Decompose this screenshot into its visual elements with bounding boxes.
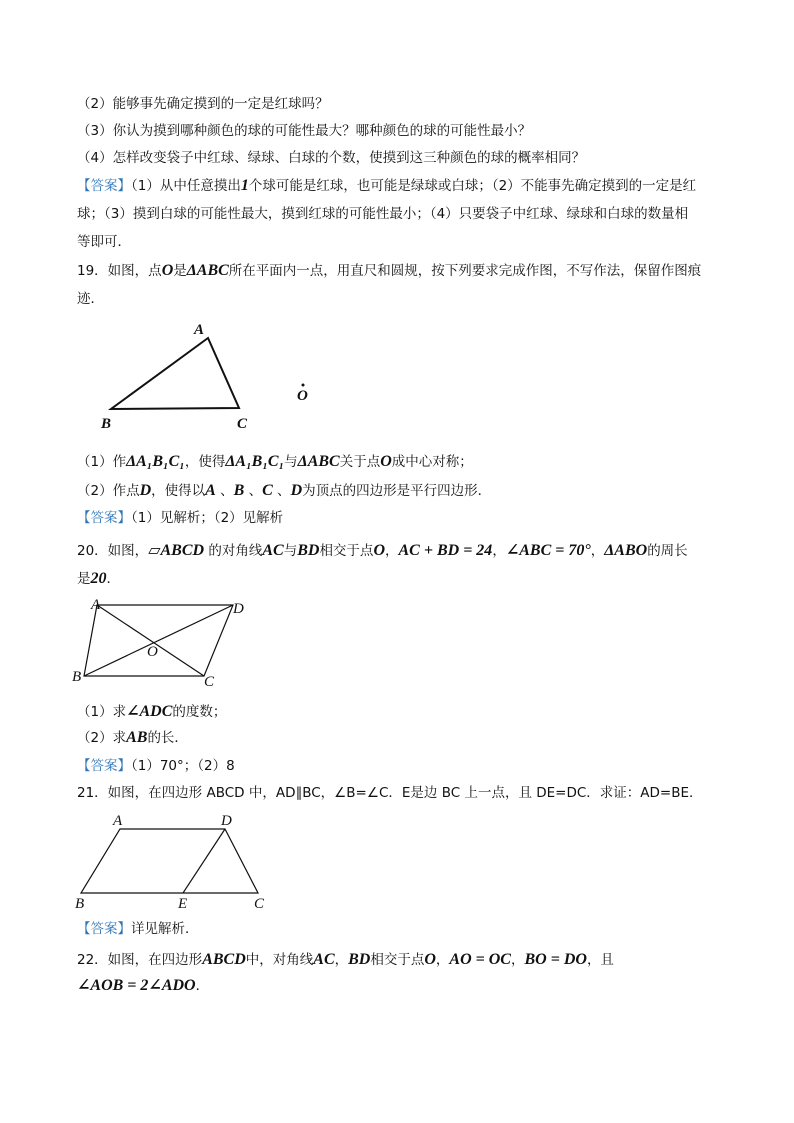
math-expression: AO = OC bbox=[449, 951, 511, 968]
math-expression: ΔABC bbox=[186, 262, 229, 279]
answer-label: 【答案】 bbox=[77, 758, 131, 774]
text-segment: ， bbox=[435, 952, 450, 968]
math-expression: BD bbox=[348, 951, 371, 968]
text-segment: 个球可能是红球，也可能是绿球或白球；（2）不能事先确定摸到的一定是红 bbox=[248, 178, 697, 194]
math-expression: D bbox=[139, 482, 152, 499]
point-o bbox=[302, 384, 305, 387]
math-expression: ΔA₁B₁C₁ bbox=[225, 453, 285, 470]
text-segment: ， bbox=[590, 543, 605, 559]
math-expression: ΔABC bbox=[297, 453, 340, 470]
math-expression: AC + BD = 24 bbox=[398, 542, 493, 559]
label-d: D bbox=[233, 601, 244, 617]
figure-20-parallelogram bbox=[72, 597, 244, 690]
text-segment: （3）你认为摸到哪种颜色的球的可能性最大？哪种颜色的球的可能性最小？ bbox=[77, 123, 532, 139]
label-a: A bbox=[91, 597, 101, 613]
math-expression: AB bbox=[126, 729, 148, 746]
math-expression: A bbox=[205, 482, 216, 499]
label-b: B bbox=[101, 416, 112, 432]
text-segment: ． bbox=[195, 978, 210, 994]
diagonal-bd bbox=[84, 605, 233, 676]
text-segment: 关于点 bbox=[339, 454, 381, 470]
text-segment: （1）见解析；（2）见解析 bbox=[131, 510, 284, 526]
math-expression: D bbox=[290, 482, 303, 499]
label-b: B bbox=[75, 896, 85, 912]
diagonal-ac bbox=[97, 605, 204, 676]
text-segment: ，且 bbox=[586, 952, 614, 968]
math-expression: O bbox=[373, 542, 385, 559]
math-expression: ▱ABCD bbox=[148, 542, 205, 559]
text-segment: 的对角线 bbox=[204, 543, 263, 559]
triangle-abc bbox=[111, 338, 239, 409]
text-segment: 20．如图， bbox=[77, 543, 149, 559]
text-segment: ，使得 bbox=[184, 454, 226, 470]
label-o: O bbox=[147, 644, 158, 660]
text-segment: 与 bbox=[284, 454, 298, 470]
text-segment: 、 bbox=[215, 483, 234, 499]
text-segment: 22．如图，在四边形 bbox=[77, 952, 203, 968]
text-segment: 迹． bbox=[77, 291, 104, 307]
math-expression: AC bbox=[262, 542, 284, 559]
text-segment: 中，对角线 bbox=[245, 952, 314, 968]
text-segment: 是 bbox=[173, 263, 187, 279]
text-segment: 与 bbox=[283, 543, 298, 559]
text-segment: 的度数； bbox=[172, 704, 227, 720]
text-segment: （2）作点 bbox=[77, 483, 140, 499]
text-segment: 19．如图，点 bbox=[77, 263, 162, 279]
math-expression: ∠AOB = 2∠ADO bbox=[77, 977, 196, 994]
answer-label: 【答案】 bbox=[77, 921, 131, 937]
math-expression: O bbox=[161, 262, 174, 279]
math-expression: O bbox=[424, 951, 436, 968]
math-expression: 20 bbox=[90, 570, 107, 587]
text-segment: 成中心对称； bbox=[391, 454, 473, 470]
text-segment: ． bbox=[106, 571, 120, 587]
text-segment: （4）怎样改变袋子中红球、绿球、白球的个数，使摸到这三种颜色的球的概率相同？ bbox=[77, 150, 586, 166]
text-segment: 等即可． bbox=[77, 234, 131, 250]
label-c: C bbox=[204, 674, 215, 690]
answer-label: 【答案】 bbox=[77, 510, 131, 526]
math-expression: AC bbox=[313, 951, 335, 968]
math-expression: ∠ABC = 70° bbox=[505, 542, 591, 559]
text-segment: 、 bbox=[272, 483, 291, 499]
text-segment: ， bbox=[334, 952, 349, 968]
label-c: C bbox=[237, 416, 248, 432]
text-segment: 所在平面内一点，用直尺和圆规，按下列要求完成作图，不写作法，保留作图痕 bbox=[228, 263, 702, 279]
label-e: E bbox=[178, 896, 188, 912]
label-o: O bbox=[297, 388, 308, 404]
label-b: B bbox=[72, 669, 82, 685]
segment-de bbox=[183, 829, 225, 893]
math-expression: ABCD bbox=[202, 951, 246, 968]
math-expression: O bbox=[380, 453, 392, 470]
answer-label: 【答案】 bbox=[77, 178, 131, 194]
text-segment: （1）从中任意摸出 bbox=[131, 178, 241, 194]
figure-19-triangle bbox=[100, 322, 308, 432]
label-c: C bbox=[254, 896, 265, 912]
text-segment: 球；（3）摸到白球的可能性最大，摸到红球的可能性最小；（4）只要袋子中红球、绿球和白球的数量相 bbox=[77, 206, 689, 222]
text-segment: 21．如图，在四边形 ABCD 中，AD∥BC，∠B=∠C．E是边 BC 上一点，且 DE=DC．求证：AD=BE． bbox=[77, 785, 703, 801]
label-d: D bbox=[221, 813, 232, 829]
math-expression: C bbox=[262, 482, 273, 499]
text-segment: ， bbox=[510, 952, 525, 968]
text-segment: 、 bbox=[244, 483, 263, 499]
math-expression: B bbox=[233, 482, 245, 499]
quadrilateral-abcd bbox=[81, 829, 258, 893]
math-expression: ∠ADC bbox=[126, 703, 173, 720]
label-a: A bbox=[194, 322, 205, 338]
text-segment: （1）作 bbox=[77, 454, 127, 470]
label-a: A bbox=[113, 813, 123, 829]
text-segment: （2）能够事先确定摸到的一定是红球吗？ bbox=[77, 96, 329, 112]
figure-21-quadrilateral bbox=[75, 813, 265, 912]
text-segment: 相交于点 bbox=[319, 543, 374, 559]
text-segment: （2）求 bbox=[77, 730, 127, 746]
text-segment: 是 bbox=[77, 571, 91, 587]
math-expression: 1 bbox=[240, 177, 249, 194]
text-segment: 详见解析． bbox=[131, 921, 199, 937]
text-segment: ， bbox=[492, 543, 506, 559]
text-segment: ，使得以 bbox=[151, 483, 206, 499]
math-expression: BD bbox=[297, 542, 320, 559]
text-segment: 相交于点 bbox=[370, 952, 425, 968]
text-segment: 的长． bbox=[147, 730, 188, 746]
math-expression: ΔA₁B₁C₁ bbox=[126, 453, 185, 470]
math-expression: BO = DO bbox=[524, 951, 587, 968]
math-expression: ΔABO bbox=[604, 542, 648, 559]
text-segment: （1）求 bbox=[77, 704, 127, 720]
text-segment: （1）70°；（2）8 bbox=[131, 758, 235, 774]
text-segment: ， bbox=[385, 543, 399, 559]
text-segment: 的周长 bbox=[647, 543, 688, 559]
text-segment: 为顶点的四边形是平行四边形． bbox=[302, 483, 492, 499]
